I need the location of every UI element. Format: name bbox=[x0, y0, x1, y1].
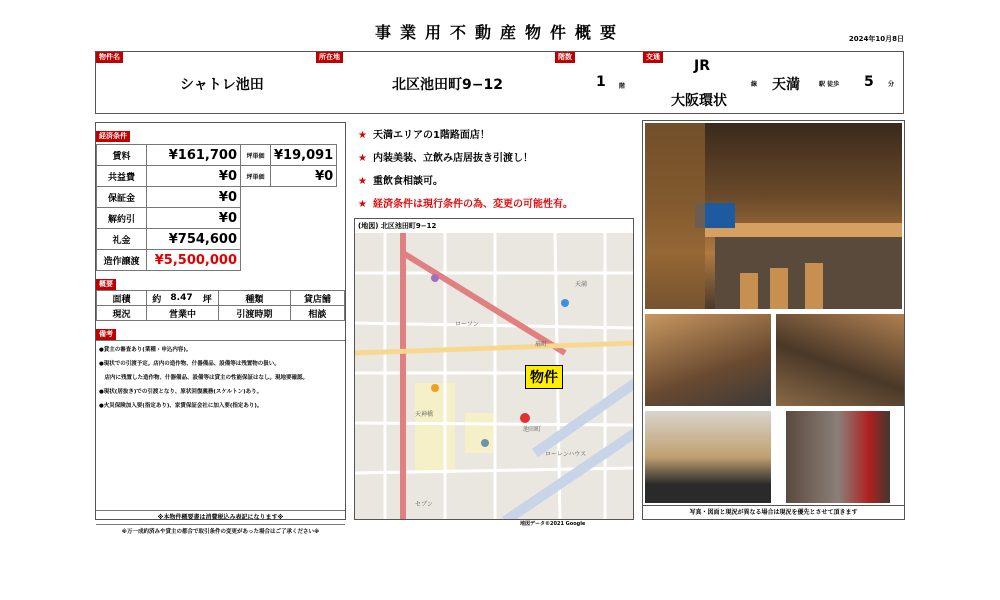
floor-value: 1 bbox=[596, 74, 606, 90]
type-label: 種類 bbox=[219, 291, 291, 306]
area-unit: 坪 bbox=[197, 291, 219, 306]
conditions-table bbox=[96, 144, 337, 271]
photo-panel bbox=[642, 120, 905, 520]
address-label: 所在地 bbox=[316, 52, 343, 63]
summary-label: 概要 bbox=[96, 279, 116, 290]
area-label: 面積 bbox=[97, 291, 147, 306]
map-graphic bbox=[355, 233, 634, 520]
table-row bbox=[97, 291, 345, 306]
line-suffix: 線 bbox=[751, 81, 758, 88]
location-map bbox=[354, 218, 634, 520]
tax-note: ※本物件概要書は消費税込み表記になります※ bbox=[96, 510, 345, 524]
station-name: 天満 bbox=[772, 77, 800, 93]
interior-photo-2 bbox=[645, 314, 771, 406]
cancellation-label: 解約引 bbox=[97, 208, 147, 229]
conditions-label: 経済条件 bbox=[96, 131, 130, 142]
interior-photo-4 bbox=[645, 411, 771, 503]
property-address: 北区池田町9−12 bbox=[392, 77, 503, 93]
fixture-transfer-label: 造作譲渡 bbox=[97, 250, 147, 271]
name-label: 物件名 bbox=[96, 52, 123, 63]
table-row bbox=[97, 250, 337, 271]
map-caption: (地図) 北区池田町9−12 bbox=[355, 219, 633, 233]
handover-value: 相談 bbox=[290, 306, 344, 321]
list-item: ★ 内装美装、立飲み店居抜き引渡し！ bbox=[358, 153, 533, 164]
document-date: 2024年10月8日 bbox=[848, 35, 904, 43]
walk-unit: 分 bbox=[888, 81, 895, 88]
transport-label: 交通 bbox=[643, 52, 663, 63]
walk-minutes: 5 bbox=[864, 74, 874, 90]
table-row bbox=[97, 187, 337, 208]
list-item: ★ 天満エリアの1階路面店！ bbox=[358, 130, 490, 141]
handover-label: 引渡時期 bbox=[219, 306, 291, 321]
conditions-panel bbox=[95, 122, 346, 535]
disclaimer-note: ※万一成約済みや貸主の都合で取引条件の変更があった場合はご了承ください※ bbox=[96, 524, 345, 538]
star-icon: ★ bbox=[358, 176, 367, 187]
list-item: ●火災保険加入要(指定あり)、家賃保証会社に加入要(指定あり)。 bbox=[99, 403, 263, 409]
walk-label: 駅 徒歩 bbox=[819, 81, 840, 88]
property-pin-label: 物件 bbox=[525, 365, 563, 389]
key-money-label: 礼金 bbox=[97, 229, 147, 250]
map-label: ローソン bbox=[455, 321, 479, 328]
type-value: 貸店舗 bbox=[290, 291, 344, 306]
line-company: JR bbox=[694, 58, 710, 74]
map-label: セブン bbox=[415, 501, 433, 508]
map-credit: 地図データ©2021 Google bbox=[520, 521, 586, 527]
list-item: ★ 経済条件は現行条件の為、変更の可能性有。 bbox=[358, 199, 573, 210]
area-value: 8.47 bbox=[167, 291, 197, 306]
exterior-photo bbox=[786, 411, 890, 503]
rent-value: ¥161,700 bbox=[147, 145, 241, 166]
deposit-value: ¥0 bbox=[147, 187, 241, 208]
remarks-list bbox=[96, 341, 345, 415]
floor-label: 階数 bbox=[555, 52, 575, 63]
table-row bbox=[97, 145, 337, 166]
counter-bar-image bbox=[645, 123, 902, 309]
floor-unit: 階 bbox=[619, 83, 626, 90]
fixture-transfer-value: ¥5,500,000 bbox=[147, 250, 241, 271]
common-fee-label: 共益費 bbox=[97, 166, 147, 187]
remarks-label: 備考 bbox=[96, 329, 116, 340]
map-label: ローレンハウス bbox=[545, 451, 587, 458]
area-prefix: 約 bbox=[147, 291, 167, 306]
remarks-body bbox=[96, 340, 345, 510]
common-tsubo-label: 坪単価 bbox=[241, 166, 271, 187]
interior-photo-main bbox=[645, 123, 902, 309]
table-row bbox=[97, 306, 345, 321]
status-value: 営業中 bbox=[147, 306, 219, 321]
common-tsubo-value: ¥0 bbox=[271, 166, 337, 187]
table-row bbox=[97, 208, 337, 229]
line-name: 大阪環状 bbox=[671, 93, 727, 109]
map-label: 池田町 bbox=[523, 426, 542, 433]
status-label: 現況 bbox=[97, 306, 147, 321]
star-icon: ★ bbox=[358, 153, 367, 164]
deposit-label: 保証金 bbox=[97, 187, 147, 208]
property-name: シャトレ池田 bbox=[180, 77, 264, 93]
document-title: 事業用不動産物件概要 bbox=[374, 23, 625, 42]
rent-tsubo-value: ¥19,091 bbox=[271, 145, 337, 166]
list-item: ●貸主の審査あり(業種・申込内容)。 bbox=[99, 347, 192, 353]
key-money-value: ¥754,600 bbox=[147, 229, 241, 250]
rent-tsubo-label: 坪単価 bbox=[241, 145, 271, 166]
table-row bbox=[97, 229, 337, 250]
map-label: 天神橋 bbox=[415, 411, 434, 418]
photo-caption: 写真・図面と現況が異なる場合は現況を優先とさせて頂きます bbox=[643, 505, 904, 519]
highlights-list bbox=[358, 124, 573, 216]
map-label: 天満 bbox=[575, 281, 588, 288]
star-icon: ★ bbox=[358, 130, 367, 141]
rent-label: 賃料 bbox=[97, 145, 147, 166]
list-item: ●現状(居抜き)での引渡となり、原状回復義務(スケルトン)あり。 bbox=[99, 389, 263, 395]
list-item: ●現状での引渡予定。店内の造作物、什器備品、設備等は残置物の扱い。 bbox=[99, 361, 280, 367]
list-item: 店内に残置した造作物、什器備品、設備等は貸主の性能保証はなし。現地要確認。 bbox=[99, 375, 309, 381]
list-item: ★ 重飲食相談可。 bbox=[358, 176, 443, 187]
interior-photo-3 bbox=[776, 314, 904, 406]
table-row bbox=[97, 166, 337, 187]
common-fee-value: ¥0 bbox=[147, 166, 241, 187]
star-icon: ★ bbox=[358, 199, 367, 210]
map-label: 扇町 bbox=[535, 341, 548, 348]
cancellation-value: ¥0 bbox=[147, 208, 241, 229]
summary-table bbox=[96, 290, 345, 321]
property-header bbox=[95, 51, 904, 114]
